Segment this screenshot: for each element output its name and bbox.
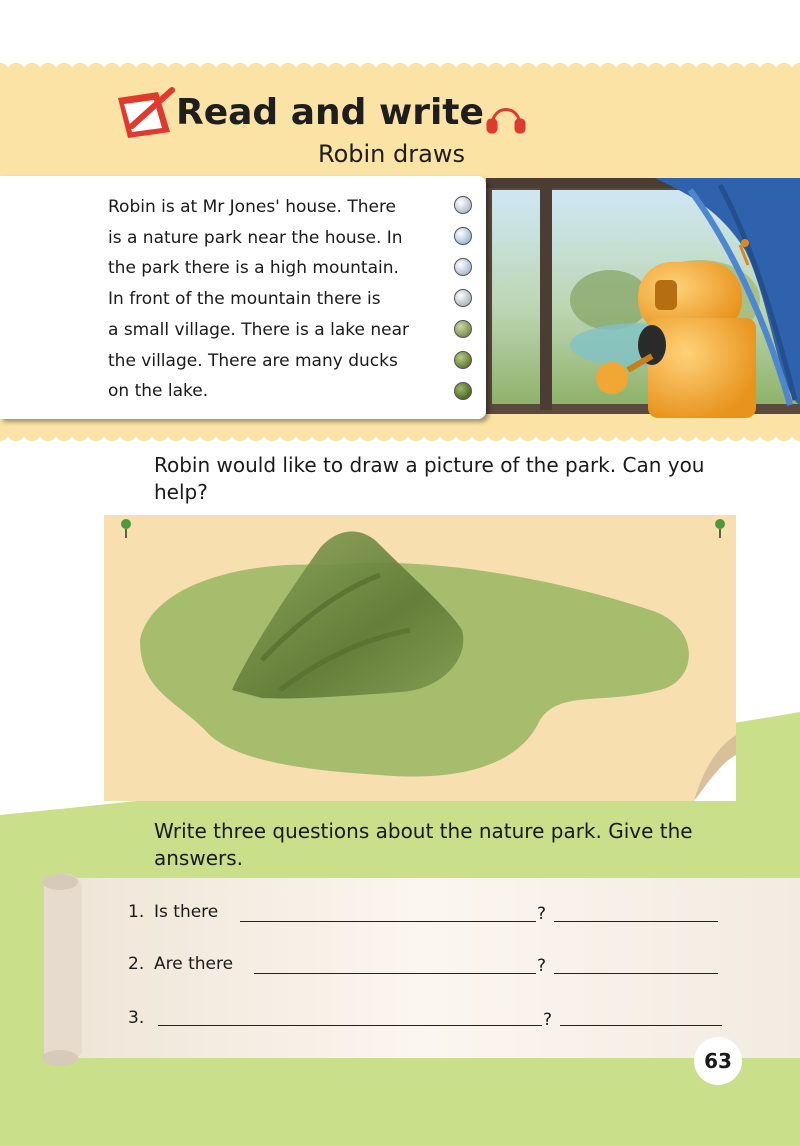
question-3-mark: ? [543,1010,553,1030]
question-2-starter: Are there [154,954,234,974]
answer-3-blank[interactable] [560,1025,722,1026]
question-3-blank[interactable] [158,1025,542,1026]
bead-icon [454,289,472,307]
bead-icon [454,258,472,276]
question-2-blank[interactable] [254,973,536,974]
bead-icon [454,227,472,245]
story-line: is a nature park near the house. In [108,227,403,248]
story-line: the park there is a high mountain. [108,258,399,279]
questions-prompt: Write three questions about the nature park. Give the answers. [154,819,693,870]
window-illustration [486,178,800,418]
page-subtitle: Robin draws [318,140,465,168]
story-line: Robin is at Mr Jones' house. There [108,197,397,217]
question-1-mark: ? [537,904,547,924]
story-line: In front of the mountain there is [108,289,381,310]
bead-icon [454,196,472,214]
page-number: 63 [694,1037,742,1085]
question-1-number: 1. [128,902,145,922]
story-line: the village. There are many ducks [108,350,398,371]
question-2-number: 2. [128,954,145,974]
drawing-area[interactable] [104,515,736,801]
question-1-starter: Is there [154,902,219,922]
question-2-mark: ? [537,956,547,976]
question-3-number: 3. [128,1008,145,1028]
bead-icon [454,382,472,400]
story-text [108,192,448,407]
answer-1-blank[interactable] [554,921,718,922]
question-1-blank[interactable] [240,921,536,922]
bead-icon [454,320,472,338]
bead-icon [454,351,472,369]
story-line: on the lake. [108,381,209,402]
story-line: a small village. There is a lake near [108,319,409,340]
page-title: Read and write [176,92,484,133]
drawing-prompt: Robin would like to draw a picture of the park. Can you help? [154,453,705,504]
answer-2-blank[interactable] [554,973,718,974]
